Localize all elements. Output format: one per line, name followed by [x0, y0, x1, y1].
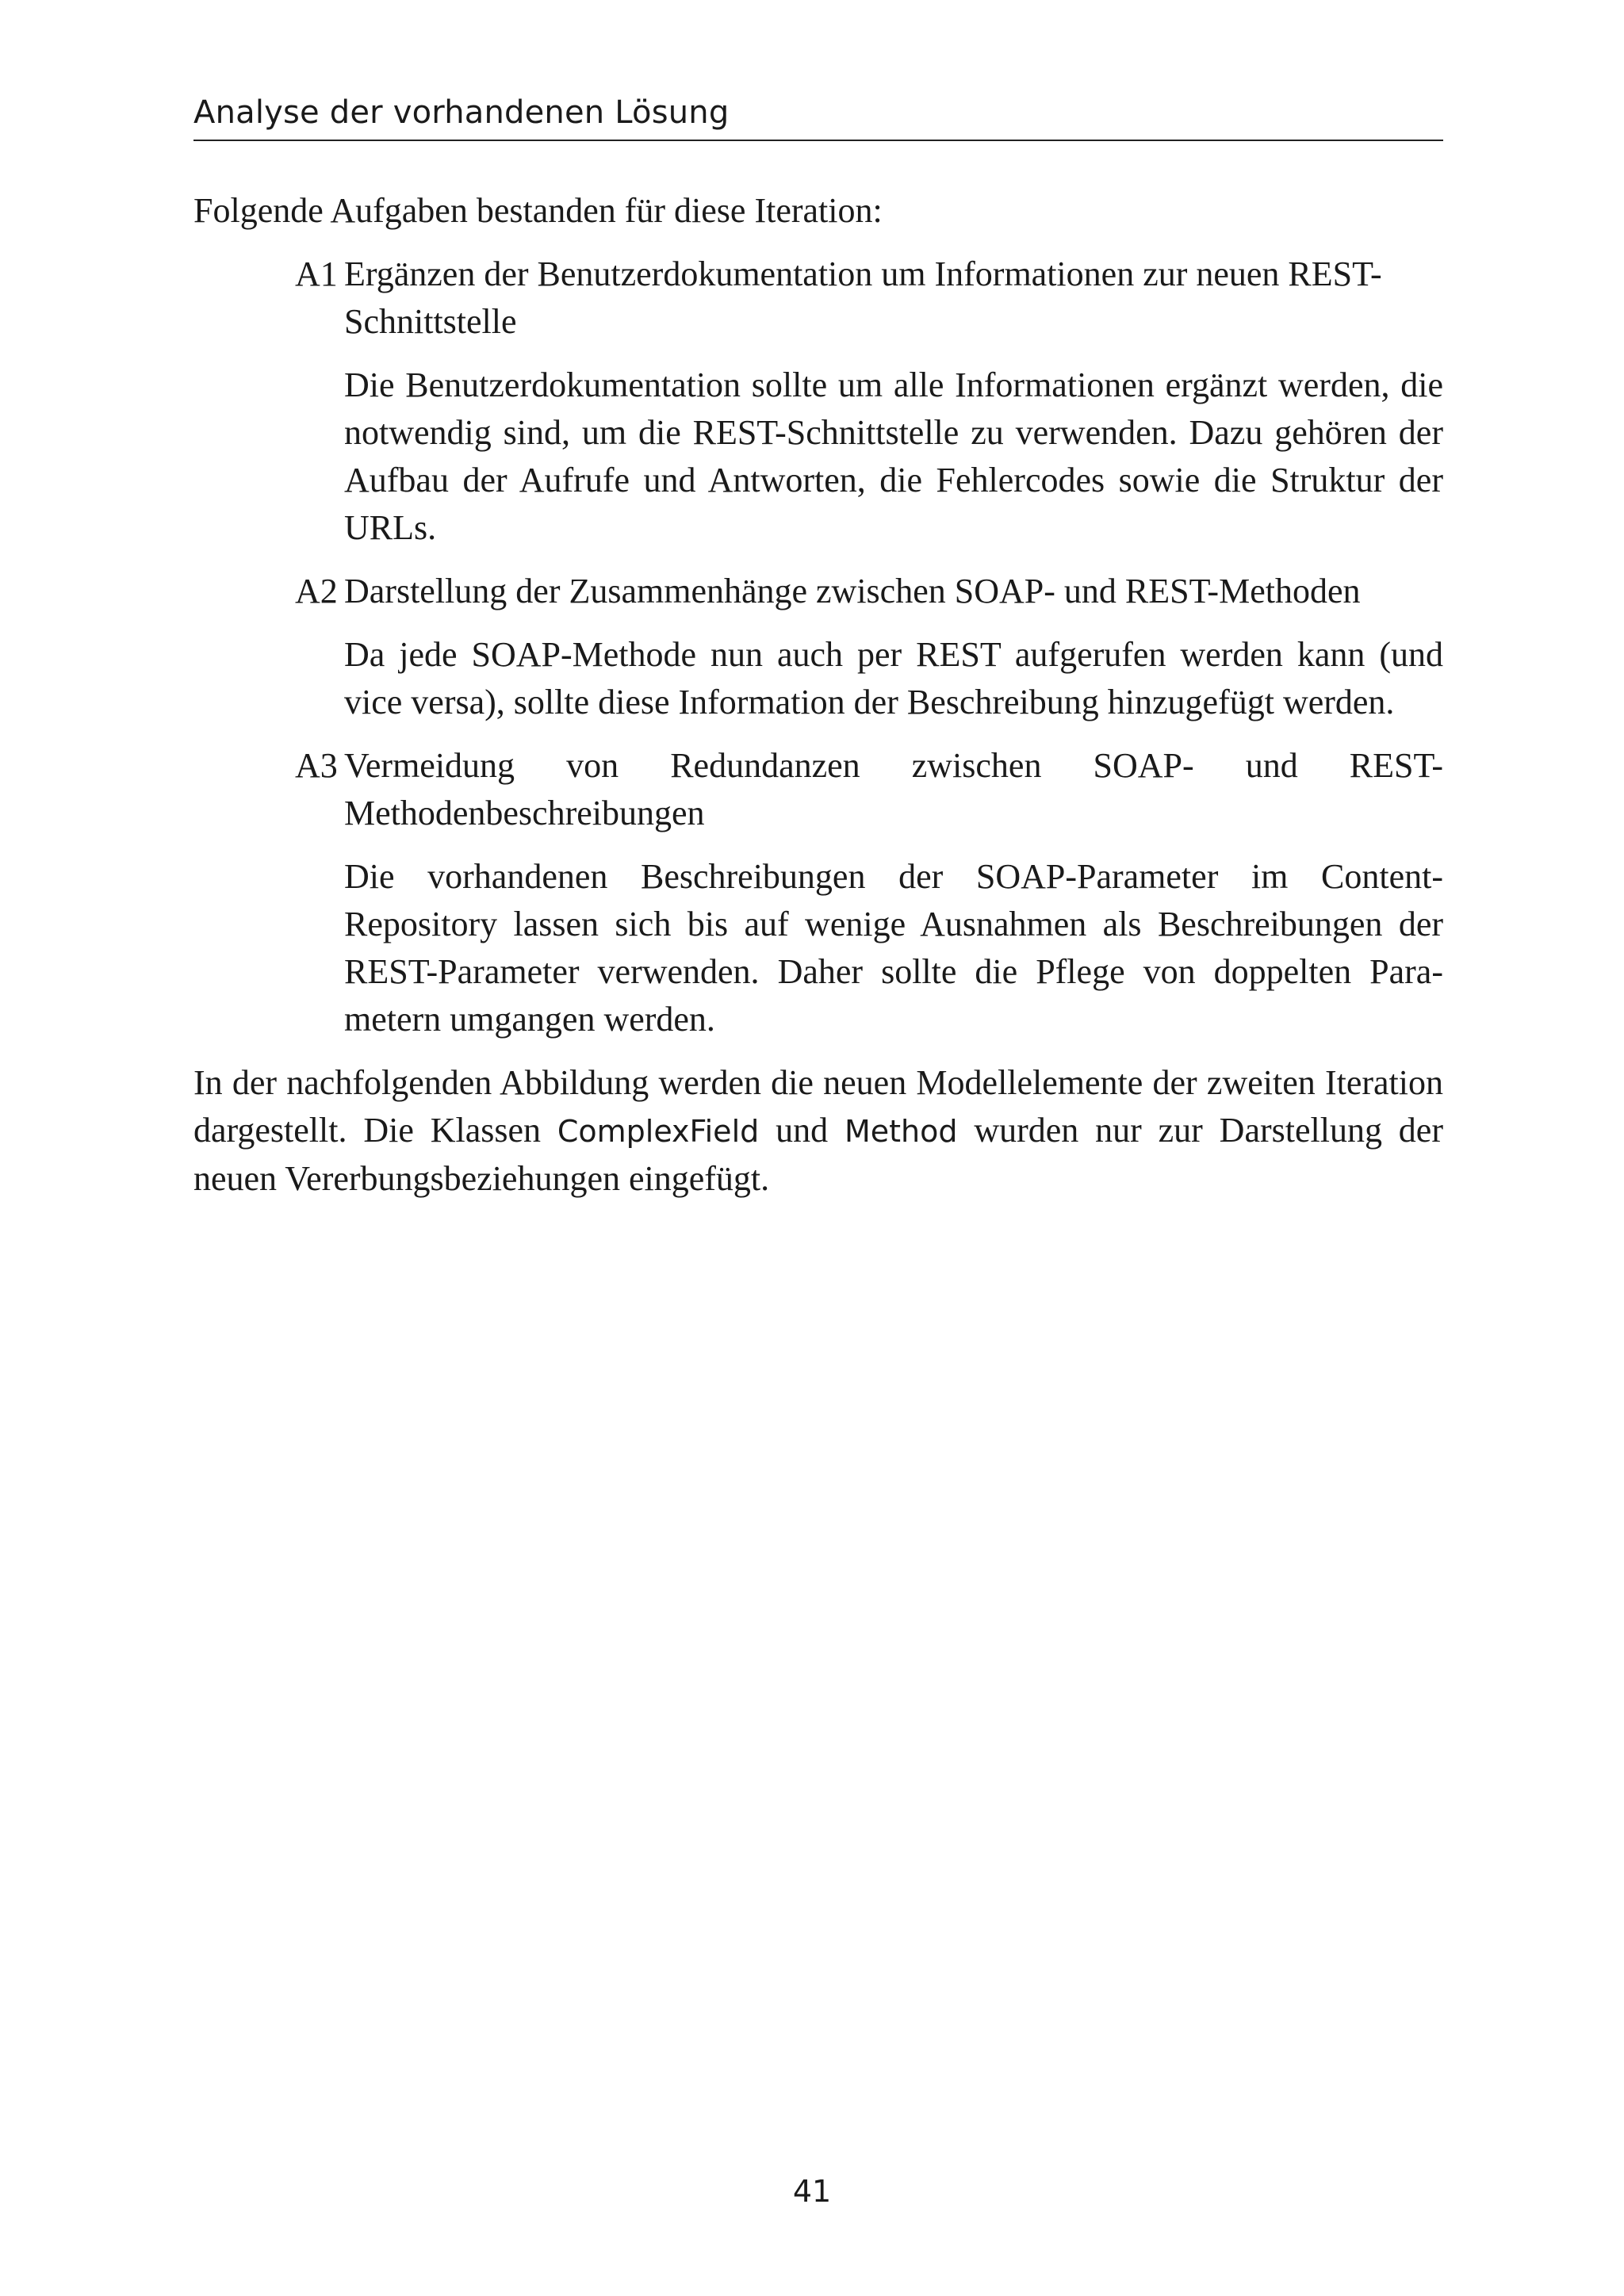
task-title-line1: Darstellung der Zusammenhänge zwischen SOAP- und REST-Methoden: [344, 572, 1361, 610]
task-title-line1: Ergänzen der Benutzerdokumentation um Informationen zur neuen REST-: [344, 254, 1382, 293]
task-number: A3: [295, 746, 338, 785]
page-number: 41: [792, 2174, 832, 2209]
task-item-a1: [295, 251, 1443, 552]
class-name-method: Method: [844, 1114, 958, 1149]
class-name-complexfield: ComplexField: [557, 1114, 760, 1149]
task-description: Die Benutzerdokumentation sollte um alle Informationen ergänzt werden, die notwendig sind, um die REST-Schnittstelle zu verwenden. Dazu gehören der Aufbau der Aufrufe und Antworten, die Fehlercodes sowie die Struktur der URLs.: [344, 365, 1443, 547]
running-header: [193, 94, 1443, 141]
closing-text-part1: In der nachfolgenden Abbildung werden die neuen Modellelemente der zweiten Iteration dargestellt. Die Klassen: [193, 1063, 1443, 1150]
task-description: Die vorhandenen Beschreibungen der SOAP-Parameter im Content-Repository lassen sich bis auf wenige Ausnahmen als Beschreibungen der REST-Parameter verwenden. Daher sollte die Pflege von doppelten Parametern umgangen werden.: [344, 857, 1443, 1039]
task-title-line2: Schnittstelle: [344, 302, 517, 341]
task-description: Da jede SOAP-Methode nun auch per REST aufgerufen werden kann (und vice versa), sollte diese Information der Beschreibung hinzugefügt werden.: [344, 635, 1443, 721]
closing-paragraph: [193, 1059, 1443, 1203]
page-content: [193, 187, 1443, 1203]
task-number: A2: [295, 572, 338, 610]
closing-text-part2: und: [759, 1111, 845, 1150]
task-heading: [295, 251, 1443, 346]
closing-text-part3: wurden nur zur Darstellung der neuen Vererbungsbeziehungen eingefügt.: [193, 1111, 1443, 1198]
task-item-a3: [295, 742, 1443, 1043]
task-heading: [295, 742, 1443, 837]
task-title-line2: Methodenbeschreibungen: [344, 794, 705, 832]
task-number: A1: [295, 254, 338, 293]
task-item-a2: [295, 568, 1443, 726]
task-heading: [295, 568, 1443, 615]
task-title-line1: Vermeidung von Redundanzen zwischen SOAP- und REST-: [344, 746, 1443, 785]
header-title: Analyse der vorhandenen Lösung: [193, 94, 730, 131]
intro-paragraph: Folgende Aufgaben bestanden für diese Iteration:: [193, 191, 883, 230]
